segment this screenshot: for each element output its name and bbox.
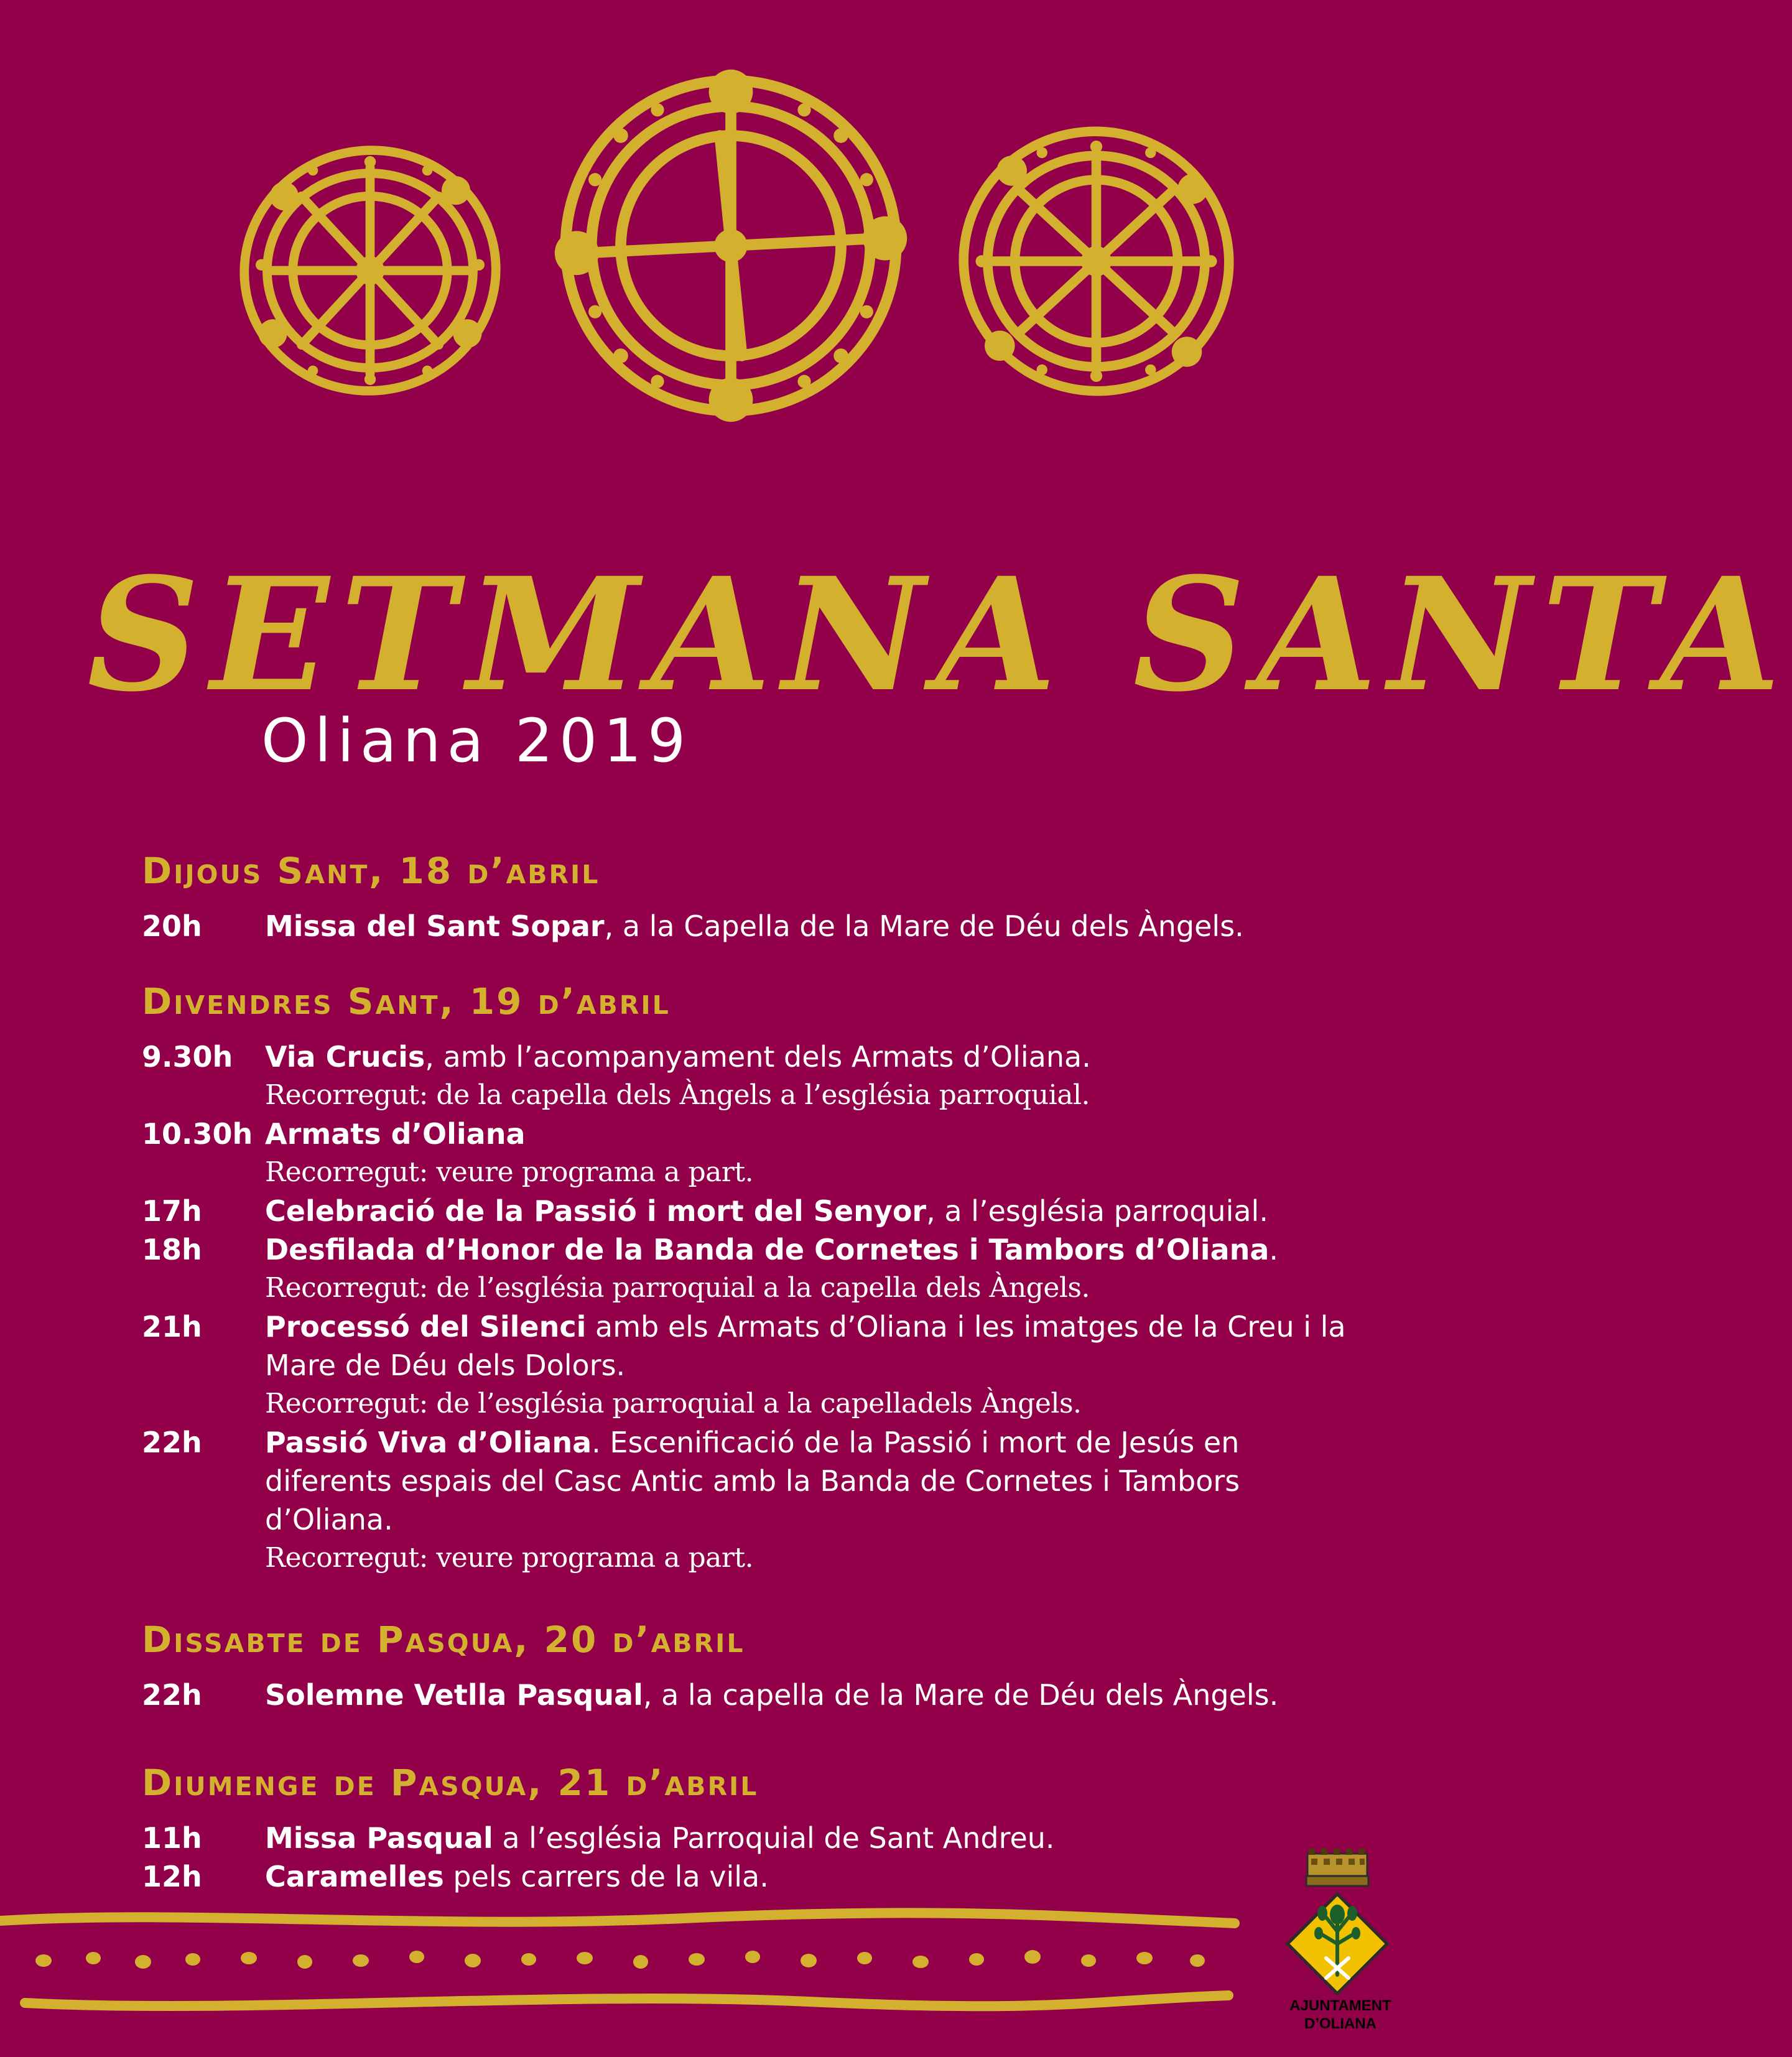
event-row bbox=[142, 1676, 1361, 1714]
event-title: Via Crucis bbox=[265, 1040, 425, 1074]
coat-of-arms-icon bbox=[1281, 1847, 1393, 2015]
day-heading: Diumenge de Pasqua, 21 d’abril bbox=[142, 1762, 759, 1804]
event-text: pels carrers de la vila. bbox=[443, 1860, 769, 1893]
event-title: Missa del Sant Sopar bbox=[265, 909, 605, 943]
rose-window-icon-center bbox=[547, 56, 914, 435]
event-description bbox=[265, 1038, 1360, 1115]
event-text: , amb l’acompanyament dels Armats d’Oliana. bbox=[425, 1040, 1091, 1074]
day-section bbox=[142, 1758, 1361, 1896]
event-row bbox=[142, 1307, 1361, 1423]
event-route: Recorregut: de l’església parroquial a la capella dels Àngels. bbox=[265, 1272, 1090, 1304]
day-heading: Divendres Sant, 19 d’abril bbox=[142, 980, 671, 1023]
page-subtitle: Oliana 2019 bbox=[261, 706, 692, 776]
event-description bbox=[265, 1115, 1360, 1192]
event-row bbox=[142, 1423, 1361, 1577]
event-description bbox=[265, 907, 1360, 945]
event-text: amb els Armats d’Oliana i les imatges de la Creu i la Mare de Déu dels Dolors. bbox=[265, 1310, 1346, 1382]
rose-window-icon-left bbox=[224, 128, 516, 414]
event-title: Celebració de la Passió i mort del Senyor bbox=[265, 1194, 927, 1228]
event-title: Solemne Vetlla Pasqual bbox=[265, 1678, 643, 1712]
event-text: , a l’església parroquial. bbox=[926, 1194, 1268, 1228]
event-text: , a la capella de la Mare de Déu dels Àngels. bbox=[643, 1678, 1279, 1712]
day-section bbox=[142, 846, 1361, 945]
event-description bbox=[265, 1307, 1360, 1423]
event-route: Recorregut: de la capella dels Àngels a l’església parroquial. bbox=[265, 1079, 1090, 1111]
event-row bbox=[142, 1230, 1361, 1307]
event-text: a l’església Parroquial de Sant Andreu. bbox=[493, 1821, 1055, 1855]
event-description bbox=[265, 1230, 1360, 1307]
crest-caption bbox=[1256, 1997, 1424, 2033]
crest-caption-line-1: AJUNTAMENT bbox=[1289, 1997, 1391, 2014]
rose-window-icon-right bbox=[945, 106, 1247, 417]
event-title: Caramelles bbox=[265, 1860, 444, 1893]
event-description bbox=[265, 1192, 1360, 1230]
event-time: 9.30h bbox=[142, 1040, 233, 1074]
program bbox=[142, 846, 1361, 1920]
event-description bbox=[265, 1676, 1360, 1714]
event-title: Passió Viva d’Oliana bbox=[265, 1426, 592, 1459]
event-text: , a la Capella de la Mare de Déu dels Àngels. bbox=[604, 909, 1244, 943]
crest-caption-line-2: D’OLIANA bbox=[1304, 2015, 1376, 2032]
day-heading: Dijous Sant, 18 d’abril bbox=[142, 850, 600, 892]
event-description bbox=[265, 1819, 1360, 1857]
event-title: Armats d’Oliana bbox=[265, 1117, 526, 1151]
event-time: 11h bbox=[142, 1821, 202, 1855]
event-time: 21h bbox=[142, 1310, 202, 1344]
event-route: Recorregut: veure programa a part. bbox=[265, 1542, 754, 1574]
event-route: Recorregut: de l’església parroquial a la capelladels Àngels. bbox=[265, 1388, 1082, 1419]
event-title: Desfilada d’Honor de la Banda de Cornetes i Tambors d’Oliana bbox=[265, 1233, 1270, 1266]
day-section bbox=[142, 1615, 1361, 1714]
page-title: SETMANA SANTA bbox=[87, 543, 1792, 726]
event-time: 22h bbox=[142, 1426, 202, 1459]
event-time: 22h bbox=[142, 1678, 202, 1712]
day-heading: Dissabte de Pasqua, 20 d’abril bbox=[142, 1618, 745, 1661]
event-description bbox=[265, 1857, 1360, 1896]
event-row bbox=[142, 1819, 1361, 1857]
event-row bbox=[142, 1038, 1361, 1115]
day-section bbox=[142, 977, 1361, 1577]
decorative-border bbox=[0, 1891, 1238, 2028]
event-row bbox=[142, 1857, 1361, 1896]
event-row bbox=[142, 1192, 1361, 1230]
event-time: 17h bbox=[142, 1194, 202, 1228]
event-description bbox=[265, 1423, 1360, 1577]
event-time: 20h bbox=[142, 909, 202, 943]
event-row bbox=[142, 907, 1361, 945]
event-title: Processó del Silenci bbox=[265, 1310, 587, 1344]
event-title: Missa Pasqual bbox=[265, 1821, 493, 1855]
event-time: 12h bbox=[142, 1860, 202, 1893]
event-time: 18h bbox=[142, 1233, 202, 1266]
event-route: Recorregut: veure programa a part. bbox=[265, 1156, 754, 1188]
event-text: . Escenificació de la Passió i mort de Jesús en diferents espais del Casc Antic amb la Banda de Cornetes i Tambors d’Oliana. bbox=[265, 1426, 1240, 1536]
event-text: . bbox=[1269, 1233, 1279, 1266]
event-time: 10.30h bbox=[142, 1117, 253, 1151]
event-row bbox=[142, 1115, 1361, 1192]
